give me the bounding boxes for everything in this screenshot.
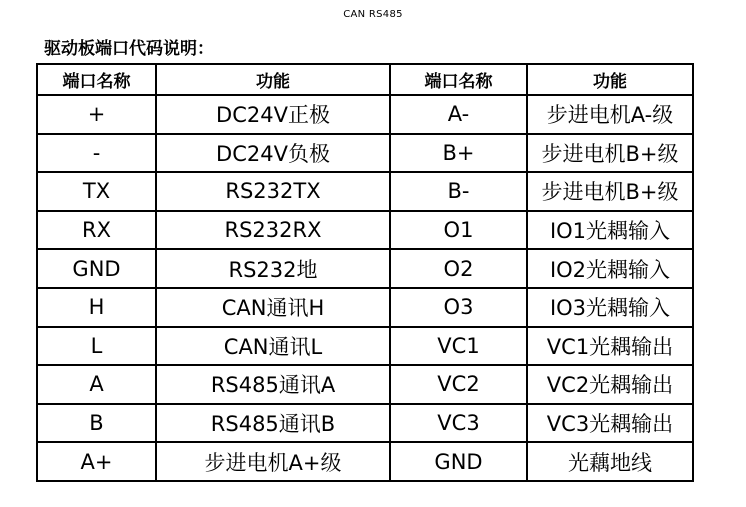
function-cell: RS232RX [156, 211, 390, 250]
port-cell: B- [390, 172, 527, 211]
port-cell: GND [390, 442, 527, 481]
port-cell: - [37, 134, 156, 173]
function-cell: DC24V正极 [156, 95, 390, 134]
function-cell: RS485通讯A [156, 365, 390, 404]
port-cell: H [37, 288, 156, 327]
table-row [37, 404, 693, 443]
header-port-name: 端口名称 [390, 64, 527, 95]
function-cell: RS485通讯B [156, 404, 390, 443]
table-row [37, 288, 693, 327]
function-cell: VC1光耦输出 [527, 327, 693, 366]
function-cell: IO2光耦输入 [527, 249, 693, 288]
port-cell: VC3 [390, 404, 527, 443]
header-port-name: 端口名称 [37, 64, 156, 95]
port-cell: A+ [37, 442, 156, 481]
port-cell: A [37, 365, 156, 404]
function-cell: 光藕地线 [527, 442, 693, 481]
function-cell: 步进电机A+级 [156, 442, 390, 481]
table-row [37, 211, 693, 250]
table-row [37, 172, 693, 211]
page-title: 驱动板端口代码说明： [44, 39, 214, 59]
port-cell: L [37, 327, 156, 366]
table-row [37, 134, 693, 173]
port-table [36, 63, 694, 482]
function-cell: RS232TX [156, 172, 390, 211]
function-cell: DC24V负极 [156, 134, 390, 173]
function-cell: CAN通讯H [156, 288, 390, 327]
table-row [37, 327, 693, 366]
port-cell: VC1 [390, 327, 527, 366]
function-cell: 步进电机B+级 [527, 172, 693, 211]
table-row [37, 249, 693, 288]
function-cell: RS232地 [156, 249, 390, 288]
function-cell: IO1光耦输入 [527, 211, 693, 250]
header-function: 功能 [527, 64, 693, 95]
function-cell: VC2光耦输出 [527, 365, 693, 404]
top-label: CAN RS485 [343, 9, 403, 20]
port-cell: B+ [390, 134, 527, 173]
port-cell: A- [390, 95, 527, 134]
table-header-row [37, 64, 693, 95]
port-cell: + [37, 95, 156, 134]
port-cell: B [37, 404, 156, 443]
port-cell: TX [37, 172, 156, 211]
table-row [37, 442, 693, 481]
port-cell: O3 [390, 288, 527, 327]
port-cell: O2 [390, 249, 527, 288]
port-cell: O1 [390, 211, 527, 250]
function-cell: IO3光耦输入 [527, 288, 693, 327]
function-cell: CAN通讯L [156, 327, 390, 366]
function-cell: 步进电机B+级 [527, 134, 693, 173]
port-cell: RX [37, 211, 156, 250]
port-cell: GND [37, 249, 156, 288]
function-cell: 步进电机A-级 [527, 95, 693, 134]
table-row [37, 95, 693, 134]
function-cell: VC3光耦输出 [527, 404, 693, 443]
port-cell: VC2 [390, 365, 527, 404]
table-row [37, 365, 693, 404]
header-function: 功能 [156, 64, 390, 95]
